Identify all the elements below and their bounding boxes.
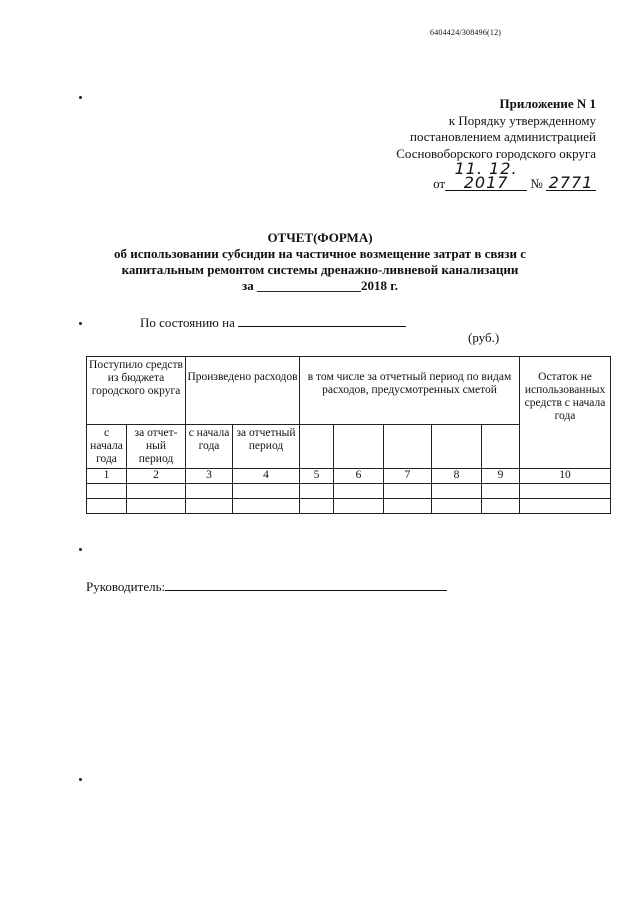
table-cell	[87, 484, 127, 499]
document-id: 6404424/308496(12)	[430, 28, 502, 37]
table-cell	[127, 484, 186, 499]
table-cell	[186, 499, 233, 514]
table-cell	[482, 499, 520, 514]
scan-speck	[79, 322, 82, 325]
subheader-blank	[432, 425, 482, 469]
subheader-blank	[482, 425, 520, 469]
report-period	[80, 278, 560, 294]
column-number: 10	[520, 469, 611, 484]
handwritten-number: 2771	[546, 176, 596, 191]
appendix-date-line	[316, 159, 596, 193]
as-of-blank-field	[238, 314, 406, 327]
header-unused-balance: Остаток не использованных средств с начала года	[520, 357, 611, 469]
table-row	[87, 499, 611, 514]
subheader-blank	[384, 425, 432, 469]
scan-speck	[79, 778, 82, 781]
report-heading	[80, 230, 560, 294]
header-expenses: Произведено расходов	[186, 357, 300, 425]
as-of-label: По состоянию на	[140, 315, 235, 330]
column-number-row	[87, 469, 611, 484]
table-cell	[186, 484, 233, 499]
scan-speck	[79, 96, 82, 99]
table-cell	[384, 499, 432, 514]
signature-line	[86, 578, 447, 595]
report-subtitle-line: об использовании субсидии на частичное возмещение затрат в связи с	[113, 246, 527, 261]
column-number: 2	[127, 469, 186, 484]
handwritten-date: 11. 12. 2017	[445, 162, 527, 191]
signer-label: Руководитель:	[86, 579, 166, 594]
subheader-from-year-start: с начала года	[87, 425, 127, 469]
column-number: 1	[87, 469, 127, 484]
report-table	[86, 356, 611, 514]
header-including: в том числе за отчетный период по видам расходов, предусмотренных сметой	[300, 357, 520, 425]
table-cell	[482, 484, 520, 499]
table-row	[87, 484, 611, 499]
subheader-reporting-period: за отчет- ный период	[127, 425, 186, 469]
report-title: ОТЧЕТ(ФОРМА)	[267, 230, 373, 245]
table-cell	[432, 484, 482, 499]
period-blank: ________________	[257, 278, 362, 293]
table-cell	[432, 499, 482, 514]
table-cell	[127, 499, 186, 514]
column-number: 5	[300, 469, 334, 484]
table-cell	[384, 484, 432, 499]
subheader-blank	[334, 425, 384, 469]
column-number: 8	[432, 469, 482, 484]
column-number: 7	[384, 469, 432, 484]
column-number: 6	[334, 469, 384, 484]
table-cell	[520, 484, 611, 499]
appendix-block	[316, 96, 596, 193]
date-prefix: от	[433, 176, 446, 191]
table-cell	[300, 484, 334, 499]
table-cell	[87, 499, 127, 514]
subheader-blank	[300, 425, 334, 469]
table-cell	[300, 499, 334, 514]
appendix-line: к Порядку утвержденному	[448, 112, 596, 128]
table-cell	[233, 499, 300, 514]
subheader-reporting-period: за отчетный период	[233, 425, 300, 469]
appendix-line: Сосновоборского городского округа	[396, 145, 596, 161]
as-of-line	[140, 314, 406, 331]
column-number: 9	[482, 469, 520, 484]
number-prefix: №	[530, 176, 543, 191]
table-cell	[233, 484, 300, 499]
column-number: 4	[233, 469, 300, 484]
table-cell	[520, 499, 611, 514]
signature-blank-field	[165, 578, 447, 591]
header-received-funds: Поступило средств из бюджета городского округа	[87, 357, 186, 425]
column-number: 3	[186, 469, 233, 484]
table-cell	[334, 499, 384, 514]
period-prefix: за	[242, 278, 254, 293]
subheader-from-year-start: с начала года	[186, 425, 233, 469]
appendix-title: Приложение N 1	[499, 96, 596, 111]
scan-speck	[79, 548, 82, 551]
period-year: 2018 г.	[361, 278, 398, 293]
report-subtitle-line: капитальным ремонтом системы дренажно-ливневой канализации	[121, 262, 519, 277]
appendix-line: постановлением администрацией	[409, 129, 596, 144]
table-cell	[334, 484, 384, 499]
currency-unit: (руб.)	[468, 330, 500, 345]
